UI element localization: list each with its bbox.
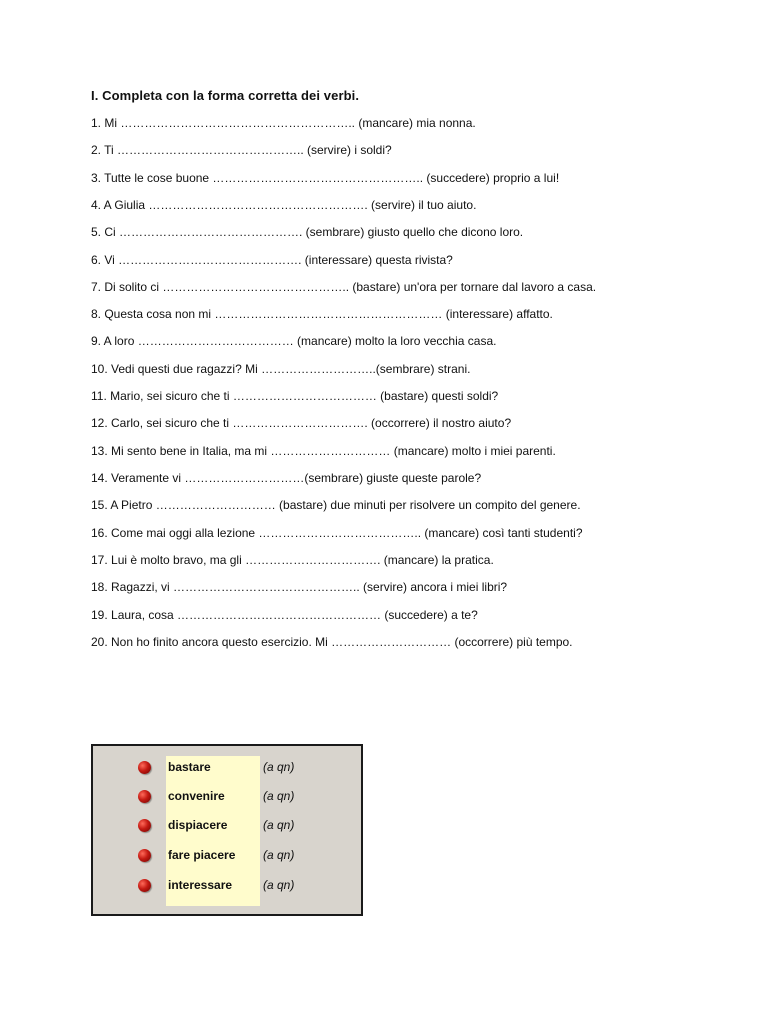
- verb-label: interessare: [168, 878, 233, 892]
- exercise-item: 6. Vi ………………………………………. (interessare) questa rivista?: [91, 253, 453, 267]
- verb-label: bastare: [168, 760, 211, 774]
- exercise-item: 3. Tutte le cose buone …………………………………………….. (succedere) proprio a lui!: [91, 171, 560, 185]
- exercise-item: 7. Di solito ci ……………………………………….. (bastare) un'ora per tornare dal lavoro a casa.: [91, 280, 597, 294]
- exercise-item: 18. Ragazzi, vi ……………………………………….. (servire) ancora i miei libri?: [91, 580, 508, 594]
- verb-label: convenire: [168, 789, 225, 803]
- exercise-item: 10. Vedi questi due ragazzi? Mi ………………………..(sembrare) strani.: [91, 362, 471, 376]
- verb-argument: (a qn): [263, 760, 295, 774]
- bullet-icon: [138, 761, 151, 774]
- exercise-item: 16. Come mai oggi alla lezione ………………………………….. (mancare) così tanti studenti?: [91, 526, 583, 540]
- verb-argument: (a qn): [263, 789, 295, 803]
- exercise-item: 17. Lui è molto bravo, ma gli ……………………………. (mancare) la pratica.: [91, 553, 494, 567]
- verb-label: dispiacere: [168, 818, 228, 832]
- verb-item: [93, 846, 361, 866]
- verb-box: [91, 744, 363, 916]
- verb-item: [93, 816, 361, 836]
- verb-item: [93, 876, 361, 896]
- verb-argument: (a qn): [263, 878, 295, 892]
- verb-item: [93, 787, 361, 807]
- exercise-item: 4. A Giulia ………………………………………………. (servire) il tuo aiuto.: [91, 198, 477, 212]
- bullet-icon: [138, 879, 151, 892]
- verb-argument: (a qn): [263, 848, 295, 862]
- exercise-item: 1. Mi ………………………………………………….. (mancare) mia nonna.: [91, 116, 476, 130]
- bullet-icon: [138, 790, 151, 803]
- exercise-title: I. Completa con la forma corretta dei verbi.: [91, 88, 360, 103]
- exercise-item: 5. Ci ………………………………………. (sembrare) giusto quello che dicono loro.: [91, 225, 524, 239]
- exercise-item: 20. Non ho finito ancora questo esercizio. Mi ………………………… (occorrere) più tempo.: [91, 635, 573, 649]
- exercise-item: 8. Questa cosa non mi ………………………………………………… (interessare) affatto.: [91, 307, 553, 321]
- exercise-item: 14. Veramente vi …………………………(sembrare) giuste queste parole?: [91, 471, 482, 485]
- exercise-item: 9. A loro ………………………………… (mancare) molto la loro vecchia casa.: [91, 334, 497, 348]
- verb-item: [93, 758, 361, 778]
- exercise-item: 2. Ti ……………………………………….. (servire) i soldi?: [91, 143, 392, 157]
- exercise-item: 13. Mi sento bene in Italia, ma mi ………………………… (mancare) molto i miei parenti.: [91, 444, 556, 458]
- exercise-item: 15. A Pietro ………………………… (bastare) due minuti per risolvere un compito del genere.: [91, 498, 581, 512]
- verb-label: fare piacere: [168, 848, 236, 862]
- exercise-item: 19. Laura, cosa …………………………………………… (succedere) a te?: [91, 608, 478, 622]
- bullet-icon: [138, 819, 151, 832]
- exercise-item: 12. Carlo, sei sicuro che ti ……………………………. (occorrere) il nostro aiuto?: [91, 416, 512, 430]
- bullet-icon: [138, 849, 151, 862]
- verb-argument: (a qn): [263, 818, 295, 832]
- exercise-item: 11. Mario, sei sicuro che ti ……………………………… (bastare) questi soldi?: [91, 389, 499, 403]
